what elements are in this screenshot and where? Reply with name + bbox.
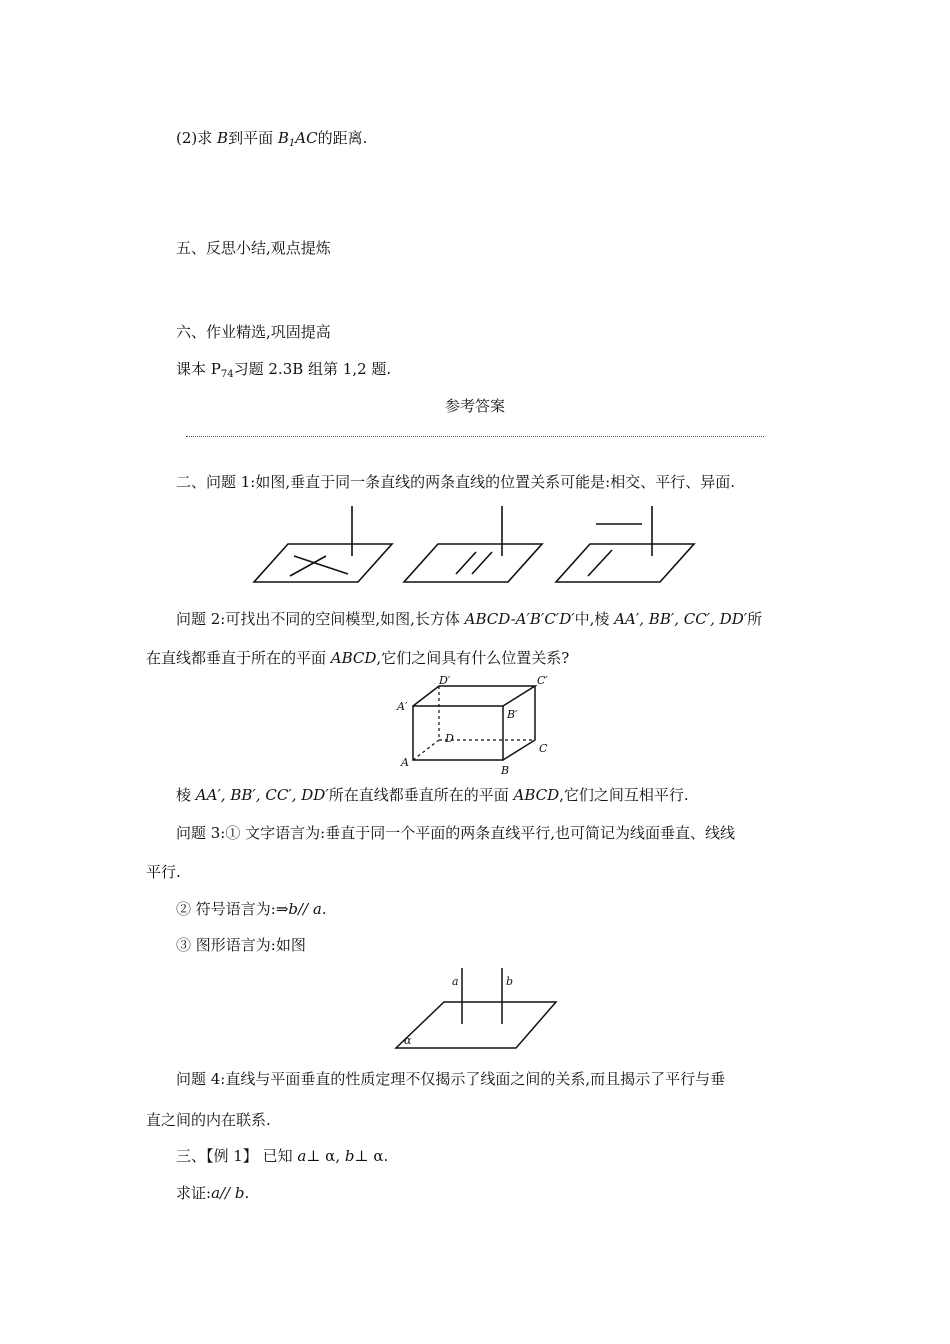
text: 所在直线都垂直所在的平面: [328, 786, 514, 804]
text: 的距离.: [317, 129, 368, 147]
answer-question-3-line-1: 问题 3:① 文字语言为:垂直于同一个平面的两条直线平行,也可简记为线面垂直、线线: [176, 824, 735, 842]
answer-question-4-line-2: 直之间的内在联系.: [146, 1111, 271, 1129]
text: a: [297, 1147, 307, 1165]
text: 习题 2.3B 组第 1,2 题.: [233, 360, 392, 378]
label-alpha: α: [404, 1034, 412, 1047]
text: 所: [747, 610, 763, 628]
text: .: [321, 900, 327, 918]
text: 到平面: [228, 129, 278, 147]
text: 课本 P: [176, 360, 221, 378]
text: 1: [288, 138, 296, 149]
section-5-heading: 五、反思小结,观点提炼: [176, 239, 331, 257]
skew-line-plane: [588, 550, 612, 576]
text: 求证:: [176, 1184, 212, 1202]
label-a-prime: A′: [397, 700, 408, 713]
text: AA′, BB′, CC′, DD′: [614, 610, 748, 628]
plane-alpha: [396, 1002, 556, 1048]
text: ② 符号语言为:⇒: [176, 900, 289, 918]
text: b: [344, 1147, 355, 1165]
text: 74: [220, 369, 234, 380]
three-planes-figure: [250, 500, 700, 590]
label-b-prime: B′: [507, 708, 518, 721]
plane-3: [556, 544, 694, 582]
label-a: a: [452, 975, 459, 988]
text: ⊥ α.: [354, 1147, 389, 1165]
label-a: A: [401, 756, 409, 769]
text: ABCD-A′B′C′D′: [464, 610, 575, 628]
label-d-prime: D′: [439, 674, 451, 687]
text: ABCD: [330, 649, 377, 667]
answer-question-3-figure: ③ 图形语言为:如图: [176, 936, 306, 954]
prove-line: [176, 1183, 249, 1203]
label-b: B: [501, 764, 510, 777]
text: 问题 2:可找出不同的空间模型,如图,长方体: [176, 610, 465, 628]
dotted-divider: [186, 436, 764, 437]
parallel-line-a: [456, 552, 476, 574]
text: 在直线都垂直于所在的平面: [146, 649, 331, 667]
answer-question-2-line-2: [146, 648, 569, 668]
text: AC: [295, 129, 318, 147]
plane-1: [254, 544, 392, 582]
text: B: [217, 129, 229, 147]
label-c-prime: C′: [537, 674, 548, 687]
parallel-line-b: [472, 552, 492, 574]
text: ,它们之间互相平行.: [559, 786, 689, 804]
text: AA′, BB′, CC′, DD′: [195, 786, 329, 804]
text: 棱: [176, 786, 196, 804]
cuboid-top-edges: [413, 686, 535, 706]
cuboid-front-face: [413, 706, 503, 760]
text: b// a: [288, 900, 322, 918]
answer-question-3-symbol: [176, 899, 327, 919]
label-b: b: [506, 975, 514, 988]
answer-question-2-conclusion: [176, 785, 689, 805]
text: ,它们之间具有什么位置关系?: [376, 649, 570, 667]
question-2: [176, 128, 367, 154]
example-1: [176, 1146, 388, 1166]
intersect-line-b: [290, 556, 326, 576]
cuboid-figure: [395, 674, 565, 780]
text: a// b: [211, 1184, 245, 1202]
text: 中,棱: [574, 610, 615, 628]
plane-2: [404, 544, 542, 582]
label-d: D: [445, 732, 454, 745]
hidden-edge-ad: [413, 740, 439, 760]
answer-question-1: 二、问题 1:如图,垂直于同一条直线的两条直线的位置关系可能是:相交、平行、异面.: [176, 473, 735, 491]
label-c: C: [539, 742, 548, 755]
cuboid-right-edges: [503, 686, 535, 760]
answer-question-3-line-2: 平行.: [146, 863, 181, 881]
parallel-lines-figure: [392, 966, 562, 1054]
answer-question-2-line-1: [176, 609, 762, 629]
text: ⊥ α,: [306, 1147, 345, 1165]
answer-question-4-line-1: 问题 4:直线与平面垂直的性质定理不仅揭示了线面之间的关系,而且揭示了平行与垂: [176, 1070, 726, 1088]
text: .: [244, 1184, 250, 1202]
answers-title: 参考答案: [444, 397, 505, 415]
section-6-heading: 六、作业精选,巩固提高: [176, 323, 331, 341]
homework-line: [176, 359, 391, 385]
text: ABCD: [513, 786, 560, 804]
text: 三、【例 1】 已知: [176, 1147, 298, 1165]
text: (2)求: [176, 129, 218, 147]
text: B: [277, 129, 289, 147]
